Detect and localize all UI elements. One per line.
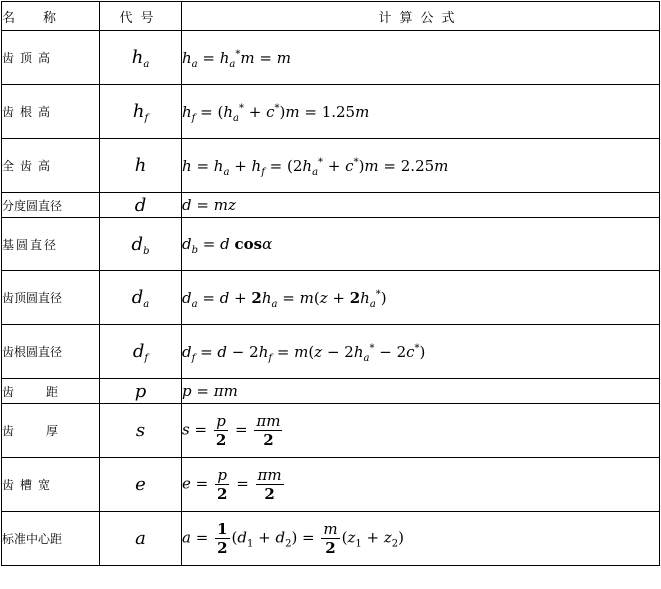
- row-name: 齿顶高: [2, 31, 100, 85]
- table-row: [2, 271, 660, 325]
- row-symbol: h: [100, 139, 182, 193]
- table-row: [2, 512, 660, 566]
- fraction: $\frac{m}{2}$: [323, 520, 338, 557]
- row-formula: $d_a = d + 2h_a = m(z + 2h_a^*)$: [182, 271, 660, 325]
- table-row: [2, 325, 660, 379]
- row-name-b: 距: [46, 384, 59, 399]
- row-symbol: $h_f$: [100, 85, 182, 139]
- table-row: [2, 379, 660, 404]
- row-formula: $h_f = (h_a^* + c^*)m = 1.25m$: [182, 85, 660, 139]
- row-formula: $d_f = d - 2h_f = m(z - 2h_a^* - 2c^*)$: [182, 325, 660, 379]
- header-name: [2, 2, 100, 31]
- fraction: $\frac{\pi m}{2}$: [256, 412, 281, 449]
- table-row: [2, 458, 660, 512]
- row-symbol: $d_b$: [100, 218, 182, 271]
- table-row: [2, 404, 660, 458]
- fraction: $\frac{1}{2}$: [217, 520, 228, 557]
- header-symbol: 代号: [100, 2, 182, 31]
- row-formula: d = mz: [182, 193, 660, 218]
- row-formula: p = πm: [182, 379, 660, 404]
- row-symbol: e: [100, 458, 182, 512]
- row-name: 标准中心距: [2, 512, 100, 566]
- row-symbol: d: [100, 193, 182, 218]
- row-name: 齿槽宽: [2, 458, 100, 512]
- row-name-a: 齿: [2, 384, 15, 399]
- row-name-a: 齿: [2, 424, 15, 438]
- header-name-b: 称: [43, 10, 57, 26]
- row-symbol: a: [100, 512, 182, 566]
- row-formula: a = $\frac{1}{2}$ $(d_1 + d_2)$ = $\frac{m}{2}$ $(z_1 + z_2)$: [182, 512, 660, 566]
- row-name: 全齿高: [2, 139, 100, 193]
- row-name: 基圆直径: [2, 218, 100, 271]
- row-formula: $d_b = d$ cosα: [182, 218, 660, 271]
- row-name: 齿根高: [2, 85, 100, 139]
- row-name: 齿根圆直径: [2, 325, 100, 379]
- table-row: [2, 139, 660, 193]
- row-symbol: s: [100, 404, 182, 458]
- header-row: [2, 2, 660, 31]
- row-name: [2, 404, 100, 458]
- row-formula: $h_a = h_a^*m = m$: [182, 31, 660, 85]
- row-symbol: $d_f$: [100, 325, 182, 379]
- row-name: [2, 379, 100, 404]
- header-name-a: 名: [2, 10, 16, 26]
- row-name: 分度圆直径: [2, 193, 100, 218]
- fraction: $\frac{\pi m}{2}$: [257, 466, 282, 503]
- fraction: $\frac{p}{2}$: [217, 466, 228, 503]
- row-name-b: 厚: [46, 424, 59, 438]
- row-formula: s = $\frac{p}{2}$ = $\frac{\pi m}{2}$: [182, 404, 660, 458]
- row-symbol: p: [100, 379, 182, 404]
- table-row: [2, 31, 660, 85]
- table-row: [2, 193, 660, 218]
- gear-parameter-table: [1, 1, 660, 566]
- row-name: 齿顶圆直径: [2, 271, 100, 325]
- hf-coef: 1.25: [321, 102, 356, 121]
- fraction: $\frac{p}{2}$: [215, 412, 227, 449]
- table-row: [2, 85, 660, 139]
- row-formula: e = $\frac{p}{2}$ = $\frac{\pi m}{2}$: [182, 458, 660, 512]
- table-row: [2, 218, 660, 271]
- row-symbol: $d_a$: [100, 271, 182, 325]
- row-formula: $h = h_a + h_f = (2h_a^* + c^*)m = 2.25m$: [182, 139, 660, 193]
- h-coef: 2.25: [400, 156, 435, 175]
- header-formula: 计算公式: [182, 2, 660, 31]
- row-symbol: $h_a$: [100, 31, 182, 85]
